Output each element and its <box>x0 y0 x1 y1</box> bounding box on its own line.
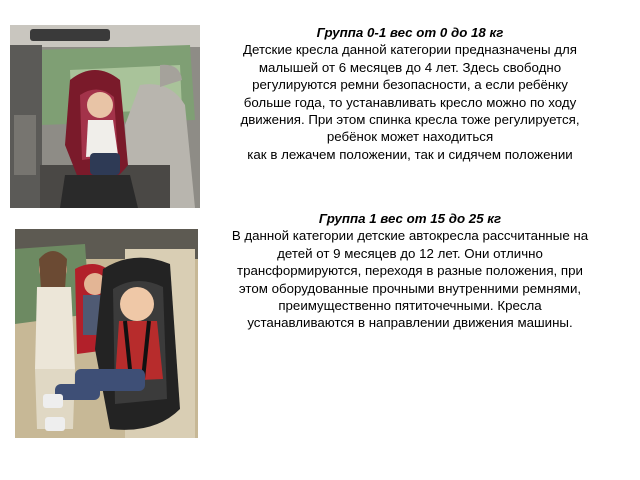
group-1-line: этом оборудованные прочными внутренними ремнями, <box>238 280 582 296</box>
group-1-heading: Группа 1 вес от 15 до 25 кг <box>318 211 502 226</box>
group-0-1-line: больше года, то устанавливать кресло можно по ходу <box>243 94 577 110</box>
group-1-line: трансформируются, переходя в разные положения, при <box>237 263 583 279</box>
group-1-description <box>218 210 602 332</box>
group-0-1-line: малышей от 6 месяцев до 4 лет. Здесь свободно <box>258 59 562 75</box>
infant-car-seat-photo <box>10 25 200 208</box>
group-0-1-line: регулируются ремни безопасности, а если ребёнку <box>252 77 568 93</box>
group-0-1-line: как в лежачем положении, так и сидячем положении <box>247 146 573 162</box>
group-1-line: устанавливаются в направлении движения машины. <box>247 315 573 331</box>
group-0-1-line: ребёнок может находиться <box>326 129 494 145</box>
group-0-1-heading: Группа 0-1 вес от 0 до 18 кг <box>316 25 504 40</box>
group-1-line: В данной категории детские автокресла рассчитанные на <box>231 228 589 244</box>
group-0-1-line: движения. При этом спинка кресла тоже регулируется, <box>240 112 580 128</box>
group-0-1-description <box>220 24 600 163</box>
group-1-line: детей от 9 месяцев до 12 лет. Они отлично <box>277 245 543 261</box>
group-1-line: преимущественно пятиточечными. Кресла <box>278 298 542 314</box>
forward-facing-seats-photo <box>15 229 198 438</box>
group-0-1-line: Детские кресла данной категории предназначены для <box>242 42 577 58</box>
